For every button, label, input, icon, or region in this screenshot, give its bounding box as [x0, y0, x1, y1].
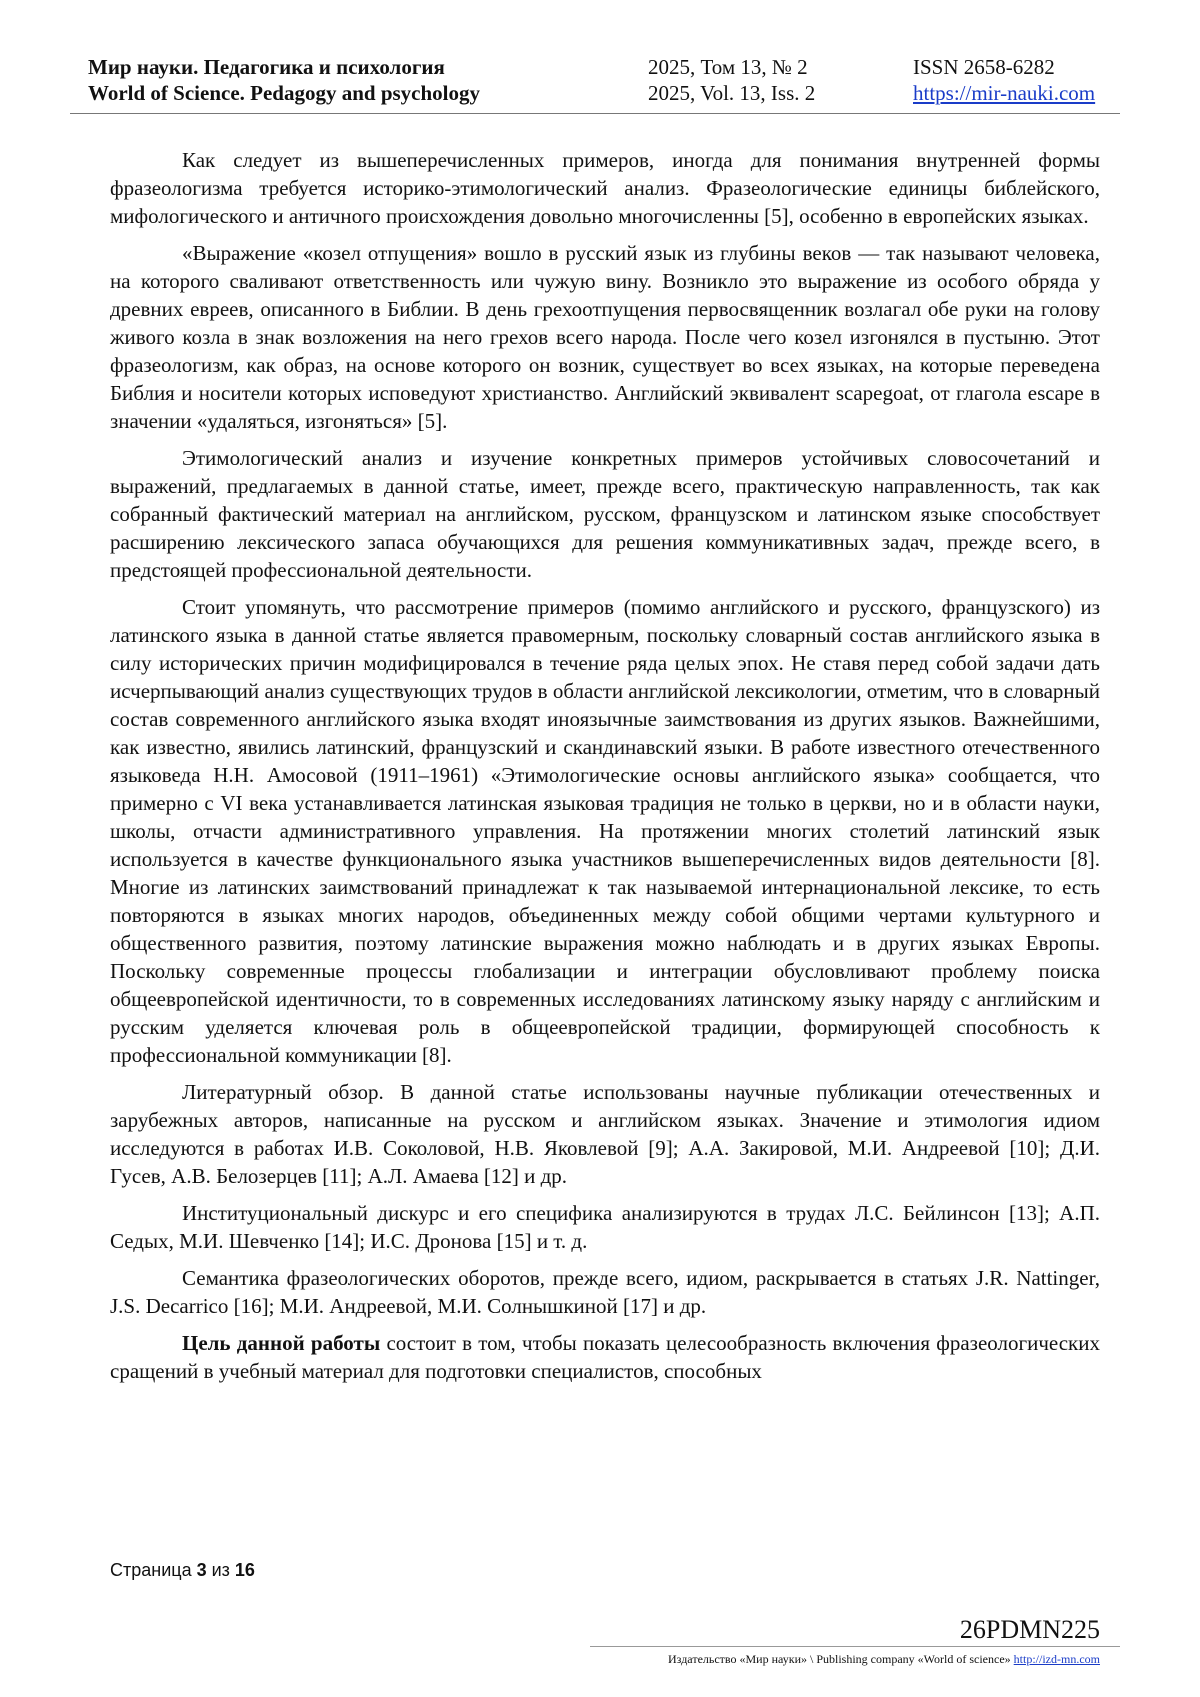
journal-title-block: [88, 54, 480, 106]
footer-divider: [590, 1646, 1120, 1647]
issue-ru: 2025, Том 13, № 2: [648, 55, 808, 79]
publisher-line: [668, 1652, 1100, 1667]
issn: ISSN 2658-6282: [913, 55, 1055, 79]
page-current: 3: [196, 1560, 207, 1580]
page-number: Страница 3 из 16: [110, 1560, 255, 1580]
issn-block: [913, 54, 1095, 106]
article-body: [110, 146, 1100, 1394]
issue-block: [648, 54, 815, 106]
header-divider: [70, 113, 1120, 114]
paragraph: Литературный обзор. В данной статье использованы научные публикации отечественных и зарубежных авторов, написанные на русском и английском языках. Значение и этимология идиом исследуются в работах И.В. Соколовой, Н.В. Яковлевой [9]; А.А. Закировой, М.И. Андреевой [10]; Д.И. Гусев, А.В. Белозерцев [11]; А.Л. Амаева [12] и др.: [110, 1080, 1100, 1188]
journal-website-link[interactable]: https://mir-nauki.com: [913, 81, 1096, 105]
paragraph: Как следует из вышеперечисленных примеров, иногда для понимания внутренней формы фразеологизма требуется историко-этимологический анализ. Фразеологические единицы библейского, мифологического и античного происхождения довольно многочисленны [5], особенно в европейских языках.: [110, 148, 1100, 228]
paragraph: Стоит упомянуть, что рассмотрение примеров (помимо английского и русского, французского) из латинского языка в данной статье является правомерным, поскольку словарный состав английского языка в силу исторических причин модифицировался в течение ряда целых эпох. Не ставя перед собой задачи дать исчерпывающий анализ существующих трудов в области английской лексикологии, отметим, что в словарный состав современного английского языка входят иноязычные заимствования из других языков. Важнейшими, как известно, явились латинский, французский и скандинавский языки. В работе известного отечественного языковеда Н.Н. Амосовой (1911–1961) «Этимологические основы английского языка» сообщается, что примерно с VI века устанавливается латинская языковая традиция не только в церкви, но и в области науки, школы, отчасти административного управления. На протяжении многих столетий латинский язык используется в качестве функционального языка участников вышеперечисленных видов деятельности [8]. Многие из латинских заимствований принадлежат к так называемой интернациональной лексике, то есть повторяются в языках многих народов, объединенных между собой общими чертами культурного и общественного развития, поэтому латинские выражения можно наблюдать и в других языках Европы. Поскольку современные процессы глобализации и интеграции обусловливают проблему поиска общеевропейской идентичности, то в современных исследованиях латинскому языку наряду с английским и русским уделяется ключевая роль в общеевропейской традиции, формирующей способность к профессиональной коммуникации [8].: [110, 595, 1100, 1067]
publisher-text: Издательство «Мир науки» \ Publishing company «World of science»: [668, 1652, 1014, 1666]
paragraph: Семантика фразеологических оборотов, прежде всего, идиом, раскрывается в статьях J.R. Nattinger, J.S. Decarrico [16]; М.И. Андреевой, М.И. Солнышкиной [17] и др.: [110, 1266, 1100, 1318]
journal-title-en: World of Science. Pedagogy and psychology: [88, 81, 481, 105]
paragraph: «Выражение «козел отпущения» вошло в русский язык из глубины веков — так называют человека, на которого сваливают ответственность или чужую вину. Возникло это выражение из особого обряда у древних евреев, описанного в Библии. В день грехоотпущения первосвященник возлагал обе руки на голову живого козла в знак возложения на него грехов всего народа. После чего козел изгонялся в пустыню. Этот фразеологизм, как образ, на основе которого он возник, существует во всех языках, на которые переведена Библия и носители которых исповедуют христианство. Английский эквивалент scapegoat, от глагола escape в значении «удаляться, изгоняться» [5].: [110, 241, 1100, 433]
goal-lead: Цель данной работы: [182, 1331, 381, 1355]
page-total: 16: [234, 1560, 255, 1580]
article-code: 26PDMN225: [959, 1615, 1100, 1644]
journal-title-ru: Мир науки. Педагогика и психология: [88, 55, 445, 79]
goal-paragraph: [110, 1329, 1100, 1385]
paragraph: Институциональный дискурс и его специфика анализируются в трудах Л.С. Бейлинсон [13]; А.П. Седых, М.И. Шевченко [14]; И.С. Дронова [15] и т. д.: [110, 1201, 1100, 1253]
goal-text: состоит в том, чтобы показать целесообразность включения фразеологических сращений в учебный материал для подготовки специалистов, способных: [110, 1331, 1100, 1383]
issue-en: 2025, Vol. 13, Iss. 2: [648, 81, 816, 105]
paragraph: Этимологический анализ и изучение конкретных примеров устойчивых словосочетаний и выражений, предлагаемых в данной статье, имеет, прежде всего, практическую направленность, так как собранный фактический материал на английском, русском, французском и латинском языке способствует расширению лексического запаса обучающихся для решения коммуникативных задач, прежде всего, в предстоящей профессиональной деятельности.: [110, 446, 1100, 582]
publisher-link[interactable]: http://izd-mn.com: [1013, 1652, 1100, 1666]
